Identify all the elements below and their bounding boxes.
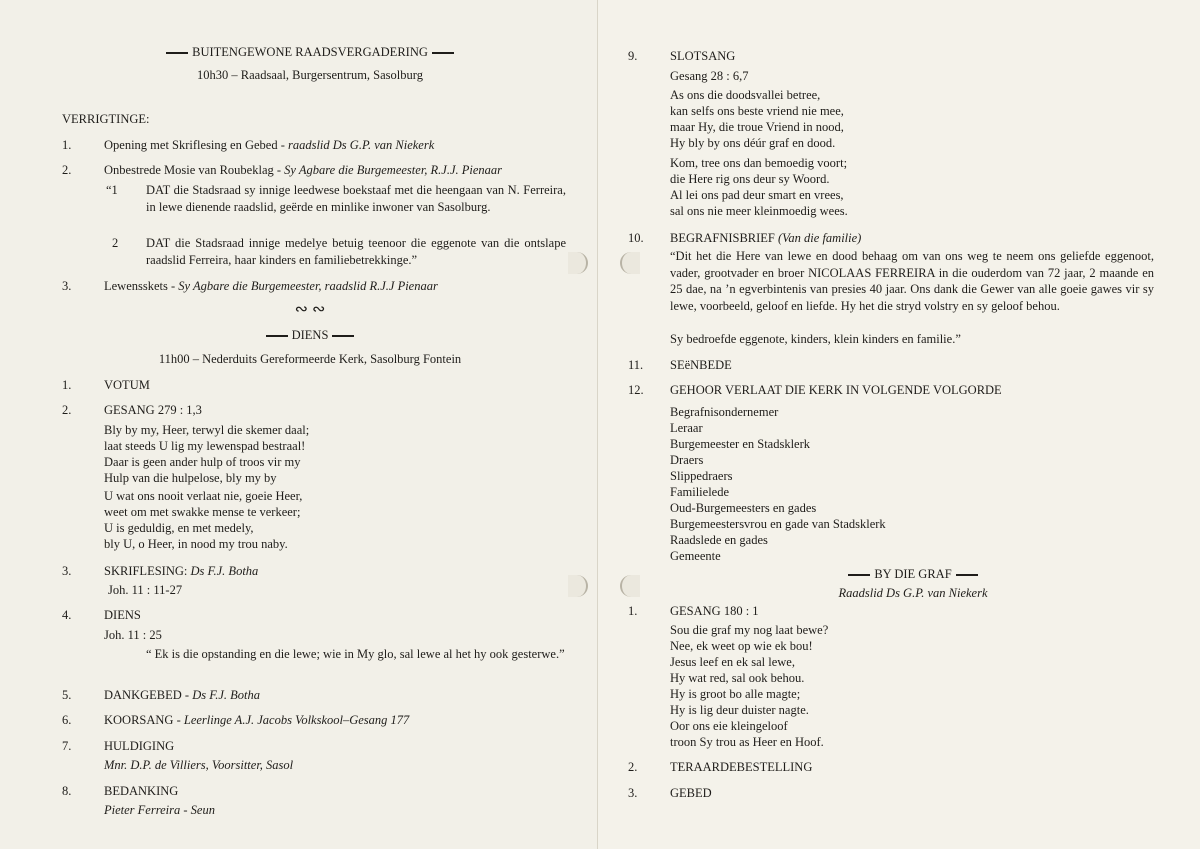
hymn-stanza [670,622,828,750]
scripture-reference: Joh. 11 : 11-27 [108,583,183,597]
ornament-dash-icon [432,52,454,54]
hymn-line: Daar is geen ander hulp of troos vir my [104,455,301,469]
item-gebed: GEBED [670,786,712,800]
hymn-stanza [104,422,309,486]
scripture-quote: “ Ek is die opstanding en die lewe; wie in My glo, sal lewe al het hy ook gesterwe.” [146,647,565,661]
item-number: 4. [62,608,72,622]
hymn-line: sal ons nie meer kleinmoedig wees. [670,204,848,218]
hymn-line: Oor ons eie kleingeloof [670,719,788,733]
item-lewensskets [104,278,438,294]
list-item: Oud-Burgemeesters en gades [670,501,817,515]
item-number: 6. [62,713,72,727]
header-subtitle: 10h30 – Raadsaal, Burgersentrum, Sasolburg [197,68,423,82]
item-koorsang [104,712,409,728]
hymn-line: Bly by my, Heer, terwyl die skemer daal; [104,423,310,437]
item-slotsang: SLOTSANG [670,49,736,63]
hymn-line: Al lei ons pad deur smart en vrees, [670,188,844,202]
header-title-text: BUITENGEWONE RAADSVERGADERING [192,45,428,59]
hymn-line: Sou die graf my nog laat bewe? [670,623,829,637]
item-number: 1. [62,138,72,152]
item-skriflesing [104,563,258,579]
item-volgorde: GEHOOR VERLAAT DIE KERK IN VOLGENDE VOLGORDE [670,383,1002,397]
ornament-dash-icon [956,574,978,576]
hymn-line: bly U, o Heer, in nood my trou naby. [104,537,288,551]
verrigtinge-heading: VERRIGTINGE: [62,112,150,126]
item-number: 3. [62,279,72,293]
header-title [120,44,500,60]
binder-hole-icon [568,575,588,597]
item-italic: Ds F.J. Botha [192,688,261,702]
hymn-line: kan selfs ons beste vriend nie mee, [670,104,844,118]
hymn-line: Hy bly by ons déúr graf en dood. [670,136,836,150]
hymn-stanza [670,87,844,151]
hymn-line: Nee, ek weet op wie ek bou! [670,639,813,653]
item-gesang: GESANG 279 : 1,3 [104,403,202,417]
item-number: 2. [62,163,72,177]
item-diens: DIENS [104,608,141,622]
item-gesang-180: GESANG 180 : 1 [670,604,759,618]
item-votum: VOTUM [104,378,150,392]
list-item: Begrafnisondernemer [670,405,779,419]
item-italic: raadslid Ds G.P. van Niekerk [287,138,435,152]
item-number: 1. [62,378,72,392]
item-number: 3. [62,564,72,578]
diens-subtitle: 11h00 – Nederduits Gereformeerde Kerk, Sasolburg Fontein [158,352,462,366]
binder-hole-icon [568,252,588,274]
ornament-dash-icon [332,335,354,337]
hymn-reference: Gesang 28 : 6,7 [670,69,749,83]
item-opening [104,137,434,153]
item-text: Opening met Skriflesing en Gebed - [104,138,288,152]
graf-subtitle: Raadslid Ds G.P. van Niekerk [838,586,988,600]
list-item: Slippedraers [670,469,733,483]
item-number: 5. [62,688,72,702]
list-item: Leraar [670,421,703,435]
hymn-stanza [670,155,848,219]
scripture-reference: Joh. 11 : 25 [104,628,162,642]
hymn-stanza [104,488,302,552]
item-number: 3. [628,786,638,800]
hymn-line: laat steeds U lig my lewenspad bestraal! [104,439,306,453]
hymn-line: U is geduldig, en met medely, [104,521,254,535]
item-italic: Sy Agbare die Burgemeester, raadslid R.J.J Pienaar [178,279,438,293]
funeral-letter-paragraph: “Dit het die Here van lewe en dood behaag om van ons weg te neem ons geliefde eggenoot, vader, grootvader en broer NICOLAAS FERREIRA in die ouderdom van 72 jaar, 2 maande en 25 dae, na ’n egverbintenis van presies 40 jaar. Ons dank die Gewer van alle goeie gawes vir sy lewe, voorbeeld, geloof en liefde. Hy het die stryd volstry en sy geloof behou. [670,249,1154,313]
item-italic: Sy Agbare die Burgemeester, R.J.J. Pienaar [284,163,503,177]
graf-heading [798,566,1028,582]
ornament-dash-icon [166,52,188,54]
left-page [0,0,598,849]
ornament-icon: ∾ ∾ [294,301,326,318]
diens-heading-text: DIENS [291,328,329,342]
hymn-line: As ons die doodsvallei betree, [670,88,821,102]
list-item: Burgemeestersvrou en gade van Stadsklerk [670,517,886,531]
diens-heading [210,327,410,343]
item-italic: (Van die familie) [778,231,862,245]
item-huldiging-person: Mnr. D.P. de Villiers, Voorsitter, Sasol [104,758,294,772]
item-number: 1. [628,604,638,618]
list-item: Gemeente [670,549,721,563]
hymn-line: Kom, tree ons dan bemoedig voort; [670,156,848,170]
item-text: Onbestrede Mosie van Roubeklag - [104,163,285,177]
funeral-letter-signature: Sy bedroefde eggenote, kinders, klein kinders en familie.” [670,332,961,346]
hymn-line: Hy is groot bo alle magte; [670,687,801,701]
procession-list [670,404,886,564]
hymn-line: U wat ons nooit verlaat nie, goeie Heer, [104,489,303,503]
item-number: 12. [628,383,644,397]
item-number: 7. [62,739,72,753]
binder-hole-icon [620,575,640,597]
item-huldiging: HULDIGING [104,739,175,753]
item-seenbede: SEëNBEDE [670,358,732,372]
item-text: BEGRAFNISBRIEF [670,231,779,245]
list-item: Burgemeester en Stadsklerk [670,437,811,451]
item-number: 2. [628,760,638,774]
binder-hole-icon [620,252,640,274]
item-text: Lewensskets - [104,279,179,293]
item-text: KOORSANG - [104,713,184,727]
graf-heading-text: BY DIE GRAF [874,567,952,581]
item-bedanking-person: Pieter Ferreira - Seun [104,803,215,817]
item-number: 9. [628,49,638,63]
item-number: 8. [62,784,72,798]
ornament-dash-icon [848,574,870,576]
item-text: SKRIFLESING: [104,564,191,578]
item-text: DANKGEBED - [104,688,193,702]
item-number: 2. [62,403,72,417]
item-number: 11. [628,358,644,372]
quote-paragraph: DAT die Stadsraad sy innige leedwese boekstaaf met die heengaan van N. Ferreira, in lewe dienende raadslid, geërde en minlike inwoner van Sasolburg. [146,183,566,214]
item-italic: Leerlinge A.J. Jacobs Volkskool–Gesang 177 [183,713,410,727]
quote-number: “1 [106,183,118,197]
hymn-line: die Here rig ons deur sy Woord. [670,172,830,186]
right-page [598,0,1200,849]
item-teraardebestelling: TERAARDEBESTELLING [670,760,813,774]
hymn-line: Hy is lig deur duister nagte. [670,703,809,717]
item-number: 10. [628,231,644,245]
hymn-line: weet om met swakke mense te verkeer; [104,505,301,519]
ornament-dash-icon [266,335,288,337]
hymn-line: maar Hy, die troue Vriend in nood, [670,120,844,134]
hymn-line: Jesus leef en ek sal lewe, [670,655,795,669]
list-item: Draers [670,453,704,467]
item-mosie [104,162,502,178]
quote-number: 2 [112,236,119,250]
item-dankgebed [104,687,260,703]
hymn-line: Hulp van die hulpelose, bly my by [104,471,277,485]
quote-paragraph: DAT die Stadsraad innige medelye betuig teenoor die eggenote van die ontslape raadslid Ferreira, haar kinders en familiebetrekkinge.” [146,236,566,267]
item-bedanking: BEDANKING [104,784,179,798]
hymn-line: troon Sy trou as Heer en Hoof. [670,735,824,749]
list-item: Raadslede en gades [670,533,768,547]
item-begrafnisbrief [670,230,861,246]
list-item: Familielede [670,485,730,499]
item-italic: Ds F.J. Botha [190,564,259,578]
hymn-line: Hy wat red, sal ook behou. [670,671,805,685]
